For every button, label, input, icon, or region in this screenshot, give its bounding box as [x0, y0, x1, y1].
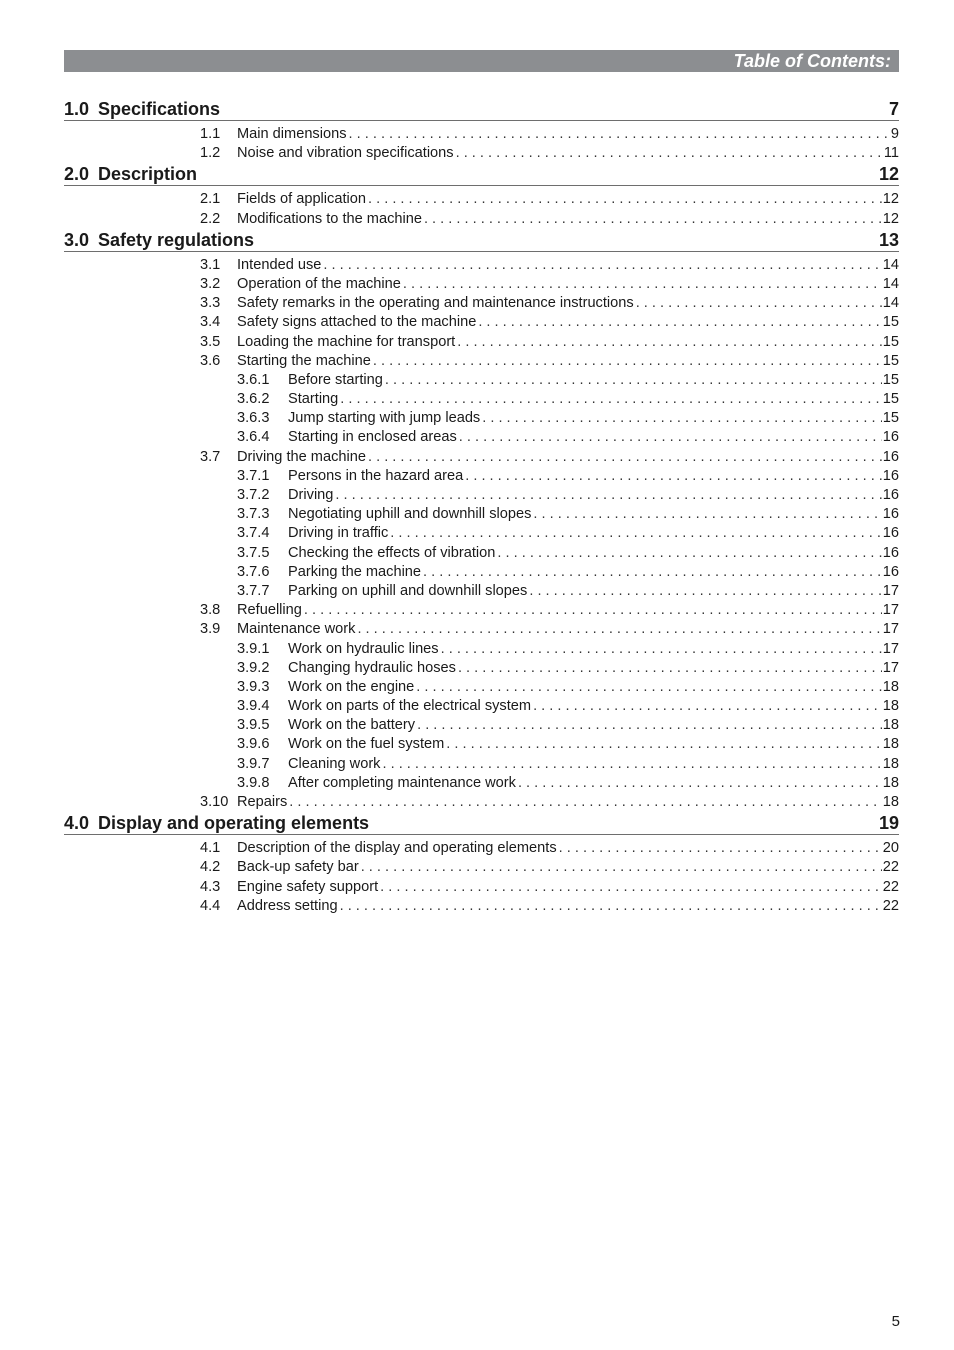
toc-subsection[interactable]: [64, 659, 899, 678]
entry-page: 15: [882, 352, 899, 369]
entry-page: 17: [882, 659, 899, 676]
entry-title: Changing hydraulic hoses: [288, 659, 456, 676]
entry-page: 15: [882, 314, 899, 331]
chapter-title: Specifications: [98, 99, 221, 119]
entry-title: Driving in traffic: [288, 525, 389, 542]
dot-leader: [458, 659, 882, 678]
entry-page: 17: [882, 621, 899, 638]
entry-title: Before starting: [288, 371, 383, 388]
toc-section[interactable]: [64, 275, 899, 294]
entry-title: Main dimensions: [237, 126, 347, 142]
toc-section[interactable]: [64, 190, 899, 209]
entry-title: Starting in enclosed areas: [288, 429, 457, 446]
toc-subsection[interactable]: [64, 409, 899, 428]
chapter-number: 1.0: [64, 99, 90, 119]
dot-leader: [423, 563, 882, 582]
dot-leader: [424, 210, 882, 229]
dot-leader: [323, 256, 881, 275]
toc-subsection[interactable]: [64, 735, 899, 754]
dot-leader: [380, 878, 882, 897]
dot-leader: [304, 601, 882, 620]
dot-leader: [417, 716, 882, 735]
dot-leader: [368, 190, 882, 209]
entry-title: Work on parts of the electrical system: [288, 698, 532, 715]
dot-leader: [382, 755, 881, 774]
entry-title: Work on the battery: [288, 717, 416, 734]
entry-page: 18: [882, 774, 899, 791]
toc-section[interactable]: [64, 858, 899, 877]
entry-page: 22: [882, 859, 899, 876]
table-of-contents: [64, 98, 899, 916]
dot-leader: [385, 371, 882, 390]
toc-section[interactable]: [64, 256, 899, 275]
entry-number: 3.7.4: [237, 525, 270, 542]
entry-title: Persons in the hazard area: [288, 467, 464, 484]
entry-page: 15: [882, 391, 899, 408]
dot-leader: [533, 697, 882, 716]
entry-title: Work on hydraulic lines: [288, 640, 439, 657]
entry-title: Safety signs attached to the machine: [237, 314, 477, 331]
toc-section[interactable]: [64, 793, 899, 812]
dot-leader: [289, 793, 881, 812]
entry-page: 15: [882, 410, 899, 427]
toc-chapter[interactable]: [64, 163, 899, 186]
entry-number: 3.7.2: [237, 487, 270, 503]
entry-number: 3.4: [200, 314, 221, 331]
toc-chapter[interactable]: [64, 812, 899, 835]
toc-section[interactable]: [64, 125, 899, 144]
entry-title: Back-up safety bar: [237, 859, 359, 876]
entry-page: 22: [882, 897, 899, 914]
entry-number: 3.9.3: [237, 678, 270, 695]
entry-page: 16: [882, 544, 899, 561]
entry-number: 3.6: [200, 352, 221, 369]
entry-title: Engine safety support: [237, 878, 379, 895]
toc-section[interactable]: [64, 448, 899, 467]
dot-leader: [446, 735, 881, 754]
dot-leader: [636, 294, 882, 313]
dot-leader: [335, 486, 881, 505]
toc-section[interactable]: [64, 897, 899, 916]
entry-page: 18: [882, 794, 899, 810]
toc-section[interactable]: [64, 294, 899, 313]
dot-leader: [559, 839, 882, 858]
toc-subsection[interactable]: [64, 678, 899, 697]
dot-leader: [403, 275, 882, 294]
toc-section[interactable]: [64, 620, 899, 639]
entry-title: Repairs: [237, 794, 288, 810]
toc-subsection[interactable]: [64, 486, 899, 505]
toc-chapter[interactable]: [64, 229, 899, 252]
dot-leader: [456, 144, 883, 163]
toc-subsection[interactable]: [64, 544, 899, 563]
toc-subsection[interactable]: [64, 371, 899, 390]
entry-title: Safety remarks in the operating and maintenance instructions: [237, 295, 634, 312]
entry-page: 14: [882, 256, 899, 273]
toc-section[interactable]: [64, 839, 899, 858]
dot-leader: [390, 524, 881, 543]
dot-leader: [368, 448, 882, 467]
entry-page: 16: [882, 467, 899, 484]
entry-title: Driving: [288, 487, 334, 503]
dot-leader: [416, 678, 881, 697]
dot-leader: [533, 505, 881, 524]
dot-leader: [459, 428, 882, 447]
toc-subsection[interactable]: [64, 505, 899, 524]
chapter-page: 12: [878, 164, 899, 185]
toc-section[interactable]: [64, 333, 899, 352]
entry-number: 1.2: [200, 145, 221, 162]
entry-title: Parking the machine: [288, 563, 422, 580]
chapter-title: Safety regulations: [98, 229, 255, 250]
entry-title: Fields of application: [237, 191, 366, 208]
entry-page: 16: [882, 525, 899, 542]
entry-title: Work on the fuel system: [288, 736, 445, 753]
entry-page: 16: [882, 429, 899, 446]
entry-number: 3.2: [200, 275, 221, 292]
entry-number: 3.9.5: [237, 717, 270, 734]
entry-number: 3.7.5: [237, 544, 270, 561]
entry-title: Checking the effects of vibration: [288, 544, 496, 561]
chapter-number: 2.0: [64, 164, 90, 185]
entry-number: 3.6.1: [237, 371, 270, 388]
entry-number: 2.2: [200, 210, 221, 227]
entry-page: 18: [882, 698, 899, 715]
entry-number: 3.8: [200, 602, 221, 619]
entry-title: Jump starting with jump leads: [288, 410, 481, 427]
header-bar: [64, 50, 899, 72]
entry-page: 12: [882, 191, 899, 208]
entry-number: 3.6.3: [237, 410, 270, 427]
entry-number: 3.7.3: [237, 506, 270, 523]
entry-number: 3.5: [200, 333, 221, 350]
entry-title: Work on the engine: [288, 678, 415, 695]
entry-title: Driving the machine: [237, 448, 366, 465]
entry-number: 3.9.2: [237, 659, 270, 676]
entry-page: 17: [882, 640, 899, 657]
entry-title: Intended use: [237, 256, 322, 273]
toc-subsection[interactable]: [64, 524, 899, 543]
entry-number: 3.6.4: [237, 429, 270, 446]
toc-subsection[interactable]: [64, 563, 899, 582]
entry-title: Noise and vibration specifications: [237, 145, 454, 162]
entry-page: 20: [882, 840, 899, 857]
entry-number: 3.9.7: [237, 755, 270, 772]
entry-number: 3.9.1: [237, 640, 270, 657]
entry-number: 3.10: [200, 794, 229, 810]
entry-page: 12: [882, 210, 899, 227]
toc-chapter[interactable]: [64, 98, 899, 121]
entry-title: Parking on uphill and downhill slopes: [288, 582, 528, 599]
entry-page: 14: [882, 295, 899, 312]
dot-leader: [518, 774, 882, 793]
chapter-title: Description: [98, 164, 198, 185]
toc-section[interactable]: [64, 601, 899, 620]
toc-section[interactable]: [64, 313, 899, 332]
entry-title: Operation of the machine: [237, 275, 401, 292]
dot-leader: [357, 620, 881, 639]
chapter-title: Display and operating elements: [98, 813, 370, 834]
entry-title: After completing maintenance work: [288, 774, 516, 791]
entry-page: 9: [890, 126, 899, 142]
toc-section[interactable]: [64, 878, 899, 897]
entry-page: 11: [883, 145, 899, 162]
entry-number: 4.1: [200, 840, 221, 857]
entry-title: Maintenance work: [237, 621, 356, 638]
entry-number: 3.6.2: [237, 391, 270, 408]
toc-subsection[interactable]: [64, 774, 899, 793]
entry-title: Negotiating uphill and downhill slopes: [288, 506, 532, 523]
toc-subsection[interactable]: [64, 716, 899, 735]
entry-page: 18: [882, 755, 899, 772]
toc-section[interactable]: [64, 144, 899, 163]
chapter-page: 19: [878, 813, 899, 834]
entry-page: 17: [882, 602, 899, 619]
toc-subsection[interactable]: [64, 428, 899, 447]
dot-leader: [361, 858, 882, 877]
entry-number: 3.9.4: [237, 698, 270, 715]
entry-number: 3.9.8: [237, 774, 270, 791]
entry-page: 15: [882, 371, 899, 388]
entry-page: 17: [882, 582, 899, 599]
toc-section[interactable]: [64, 352, 899, 371]
page-number: 5: [891, 1313, 900, 1330]
entry-title: Modifications to the machine: [237, 210, 422, 227]
toc-subsection[interactable]: [64, 640, 899, 659]
dot-leader: [478, 313, 881, 332]
chapter-page: 7: [888, 99, 899, 119]
dot-leader: [340, 897, 882, 916]
entry-title: Cleaning work: [288, 755, 381, 772]
toc-subsection[interactable]: [64, 755, 899, 774]
entry-page: 16: [882, 487, 899, 503]
entry-page: 16: [882, 563, 899, 580]
entry-number: 3.7: [200, 448, 221, 465]
entry-page: 22: [882, 878, 899, 895]
toc-subsection[interactable]: [64, 697, 899, 716]
entry-number: 3.1: [200, 256, 221, 273]
dot-leader: [457, 333, 882, 352]
entry-number: 4.2: [200, 859, 221, 876]
entry-page: 18: [882, 736, 899, 753]
dot-leader: [497, 544, 881, 563]
dot-leader: [373, 352, 882, 371]
entry-number: 3.7.1: [237, 467, 270, 484]
entry-page: 16: [882, 506, 899, 523]
entry-number: 3.7.6: [237, 563, 270, 580]
entry-number: 3.3: [200, 295, 221, 312]
chapter-page: 13: [878, 229, 899, 250]
entry-number: 3.9.6: [237, 736, 270, 753]
entry-page: 18: [882, 678, 899, 695]
entry-page: 18: [882, 717, 899, 734]
entry-title: Refuelling: [237, 602, 302, 619]
entry-number: 3.7.7: [237, 582, 270, 599]
entry-title: Starting the machine: [237, 352, 371, 369]
chapter-number: 3.0: [64, 229, 90, 250]
toc-section[interactable]: [64, 210, 899, 229]
dot-leader: [465, 467, 882, 486]
dot-leader: [482, 409, 882, 428]
entry-number: 1.1: [200, 126, 221, 142]
dot-leader: [349, 125, 890, 144]
dot-leader: [529, 582, 881, 601]
entry-number: 4.3: [200, 878, 221, 895]
entry-title: Loading the machine for transport: [237, 333, 456, 350]
toc-subsection[interactable]: [64, 582, 899, 601]
entry-title: Description of the display and operating elements: [237, 840, 557, 857]
entry-number: 3.9: [200, 621, 221, 638]
entry-page: 16: [882, 448, 899, 465]
entry-title: Starting: [288, 391, 339, 408]
toc-subsection[interactable]: [64, 467, 899, 486]
chapter-number: 4.0: [64, 813, 90, 834]
entry-page: 14: [882, 275, 899, 292]
dot-leader: [441, 640, 882, 659]
toc-subsection[interactable]: [64, 390, 899, 409]
entry-number: 4.4: [200, 897, 221, 914]
entry-number: 2.1: [200, 191, 221, 208]
entry-title: Address setting: [237, 897, 338, 914]
entry-page: 15: [882, 333, 899, 350]
dot-leader: [340, 390, 881, 409]
page-title: Table of Contents:: [733, 51, 891, 71]
